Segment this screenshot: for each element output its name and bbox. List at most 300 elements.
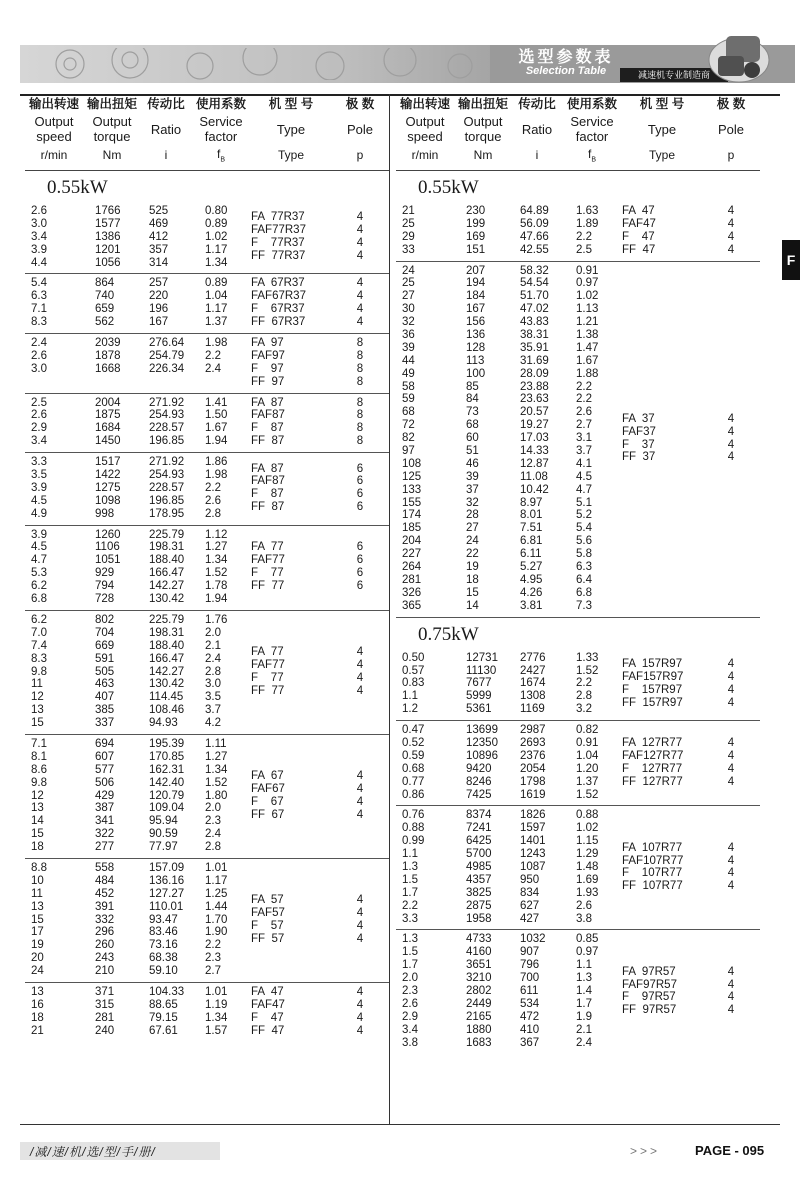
table-row xyxy=(25,862,251,875)
pole-count: 8 xyxy=(356,422,364,435)
output-torque: 659 xyxy=(95,303,115,316)
output-torque: 7677 xyxy=(466,677,492,690)
ratio: 367 xyxy=(520,1036,540,1049)
output-speed: 14 xyxy=(31,815,44,828)
pole-count: 4 xyxy=(356,1011,364,1024)
pole-count: 4 xyxy=(727,965,735,978)
table-row xyxy=(396,548,622,561)
type-list xyxy=(251,614,331,730)
pole-count: 4 xyxy=(356,211,364,224)
ratio: 73.16 xyxy=(149,939,178,952)
pole-count: 8 xyxy=(356,375,364,388)
model-type: F 57 xyxy=(251,919,284,932)
table-row xyxy=(396,789,622,802)
service-factor: 1.69 xyxy=(576,873,599,886)
pole-count: 6 xyxy=(356,554,364,567)
service-factor: 2.0 xyxy=(205,626,221,639)
ratio: 83.46 xyxy=(149,926,178,939)
ratio: 2427 xyxy=(520,664,546,677)
pole-count: 4 xyxy=(356,316,364,329)
output-torque: 8374 xyxy=(466,809,492,822)
service-factor: 1.52 xyxy=(576,788,599,801)
ratio: 196.85 xyxy=(149,494,185,507)
ratio: 412 xyxy=(149,230,169,243)
table-row xyxy=(25,244,251,257)
spec-group-rows xyxy=(25,205,251,269)
ratio: 1169 xyxy=(520,703,545,716)
spec-group xyxy=(396,806,760,930)
ratio: 127.27 xyxy=(149,887,185,900)
output-speed: 3.4 xyxy=(402,1023,418,1036)
output-torque: 2004 xyxy=(95,396,121,409)
table-row xyxy=(396,509,622,522)
ratio: 43.83 xyxy=(520,316,549,329)
service-factor: 1.21 xyxy=(576,316,599,329)
ratio: 1674 xyxy=(520,677,546,690)
output-speed: 1.1 xyxy=(402,690,418,703)
table-row xyxy=(396,587,622,600)
ratio: 110.01 xyxy=(149,900,184,913)
table-row xyxy=(396,959,622,972)
output-torque: 100 xyxy=(466,367,486,380)
output-speed: 59 xyxy=(402,393,415,406)
output-speed: 0.99 xyxy=(402,835,425,848)
ratio: 90.59 xyxy=(149,828,178,841)
gear-decoration-icon xyxy=(30,48,490,80)
output-torque: 5700 xyxy=(466,848,492,861)
table-row xyxy=(25,482,251,495)
ratio: 104.33 xyxy=(149,985,185,998)
pole-count: 6 xyxy=(356,567,364,580)
pole-count: 6 xyxy=(356,501,364,514)
output-speed: 2.6 xyxy=(31,205,47,217)
service-factor: 1.02 xyxy=(205,230,228,243)
pole-count: 4 xyxy=(356,277,364,290)
output-speed: 13 xyxy=(31,704,44,717)
output-torque: 1684 xyxy=(95,422,121,435)
ratio: 130.42 xyxy=(149,593,185,606)
ratio: 195.39 xyxy=(149,737,185,750)
output-torque: 1386 xyxy=(95,230,121,243)
service-factor: 1.1 xyxy=(576,959,592,972)
ratio: 130.42 xyxy=(149,678,185,691)
service-factor: 2.4 xyxy=(205,828,221,841)
type-list xyxy=(251,986,331,1038)
section-tab: F xyxy=(782,240,800,280)
spec-group-rows xyxy=(25,337,251,389)
output-torque: 14 xyxy=(466,599,479,612)
output-torque: 281 xyxy=(95,1011,115,1024)
service-factor: 1.44 xyxy=(205,900,228,913)
output-torque: 3210 xyxy=(466,972,492,985)
column-header-en-line: factor xyxy=(204,129,238,144)
table-row xyxy=(25,435,251,448)
output-torque: 240 xyxy=(95,1024,115,1037)
ratio: 4.26 xyxy=(520,586,543,599)
pole-count: 4 xyxy=(727,451,735,464)
ratio: 1087 xyxy=(520,860,546,873)
ratio: 108.46 xyxy=(149,704,185,717)
table-row xyxy=(25,764,251,777)
column-header-cn: 输出转速 xyxy=(28,97,79,111)
column-header-en xyxy=(331,122,389,137)
table-row xyxy=(396,393,622,406)
pole-count: 8 xyxy=(356,435,364,448)
column-header-en-line: Ratio xyxy=(150,121,182,137)
table-row xyxy=(396,835,622,848)
spec-group-rows xyxy=(396,205,622,257)
model-type: F 77R37 xyxy=(251,237,305,250)
ratio: 188.40 xyxy=(149,554,185,567)
output-torque: 6425 xyxy=(466,835,492,848)
output-torque: 1668 xyxy=(95,362,121,375)
service-factor: 2.6 xyxy=(576,899,592,912)
output-torque: 506 xyxy=(95,776,115,789)
service-factor: 2.2 xyxy=(576,677,592,690)
model-type: F 87 xyxy=(251,422,284,435)
model-type: FA 157R97 xyxy=(622,658,683,671)
ratio: 834 xyxy=(520,886,540,899)
service-factor: 1.98 xyxy=(205,469,228,482)
model-type: FAF57 xyxy=(251,907,285,920)
table-row xyxy=(396,406,622,419)
table-row xyxy=(25,529,251,542)
model-type: FF 77R37 xyxy=(251,250,306,263)
output-speed: 72 xyxy=(402,419,415,432)
service-factor: 5.4 xyxy=(576,522,592,535)
service-factor: 0.88 xyxy=(576,809,599,822)
model-type: FF 127R77 xyxy=(622,775,683,788)
output-torque: 9420 xyxy=(466,762,492,775)
model-type: F 67 xyxy=(251,795,284,808)
column-header-en-line: Output xyxy=(405,114,445,129)
output-torque: 22 xyxy=(466,548,479,561)
service-factor: 1.78 xyxy=(205,580,228,593)
service-factor: 2.4 xyxy=(576,1036,592,1049)
output-speed: 174 xyxy=(402,509,422,522)
ratio: 254.79 xyxy=(149,349,185,362)
model-type: FAF97R57 xyxy=(622,978,677,991)
output-speed: 2.6 xyxy=(31,409,47,422)
ratio: 31.69 xyxy=(520,354,549,367)
column-header-en xyxy=(454,114,512,144)
output-torque: 260 xyxy=(95,939,115,952)
spec-group xyxy=(396,721,760,806)
output-speed: 8.1 xyxy=(31,750,47,763)
service-factor: 4.5 xyxy=(576,470,592,483)
service-factor: 1.34 xyxy=(205,256,228,269)
model-type: F 107R77 xyxy=(622,867,683,880)
service-factor: 1.94 xyxy=(205,435,228,448)
ratio: 2054 xyxy=(520,762,546,775)
service-factor: 1.37 xyxy=(205,316,228,329)
output-torque: 1106 xyxy=(95,541,120,554)
pole-list xyxy=(331,986,389,1038)
column-header-cn: 传动比 xyxy=(518,97,556,111)
table-row xyxy=(396,381,622,394)
column-unit: r/min xyxy=(411,148,439,162)
spec-group-rows xyxy=(25,529,251,606)
column-unit: i xyxy=(164,148,168,162)
service-factor: 2.3 xyxy=(205,815,221,828)
output-speed: 2.5 xyxy=(31,396,47,409)
service-factor: 1.37 xyxy=(576,775,599,788)
pole-count: 8 xyxy=(356,337,364,350)
service-factor: 1.34 xyxy=(205,554,228,567)
model-type: FA 67R37 xyxy=(251,277,305,290)
table-row xyxy=(25,914,251,927)
output-speed: 13 xyxy=(31,900,44,913)
service-factor: 1.04 xyxy=(205,290,228,303)
table-row xyxy=(25,640,251,653)
output-torque: 385 xyxy=(95,704,115,717)
column-header-en-line: Output xyxy=(34,114,74,129)
output-speed: 10 xyxy=(31,874,44,887)
table-row xyxy=(396,900,622,913)
output-torque: 4985 xyxy=(466,860,492,873)
service-factor: 2.7 xyxy=(576,419,592,432)
pole-count: 4 xyxy=(727,425,735,438)
service-factor: 1.3 xyxy=(576,972,592,985)
column-unit: Nm xyxy=(473,148,493,162)
ratio: 67.61 xyxy=(149,1024,178,1037)
table-row xyxy=(25,751,251,764)
service-factor: 2.4 xyxy=(205,652,221,665)
table-row xyxy=(25,554,251,567)
column-header-en xyxy=(622,122,702,137)
ratio: 2987 xyxy=(520,724,546,737)
column-header-en-line: Pole xyxy=(346,121,374,137)
service-factor: 2.5 xyxy=(576,243,592,256)
column-divider xyxy=(389,94,390,1124)
column-unit: p xyxy=(727,148,735,162)
spec-group xyxy=(25,202,389,274)
spec-group xyxy=(25,735,389,859)
output-speed: 3.9 xyxy=(31,243,47,256)
column-header-en xyxy=(25,114,83,144)
model-type: FF 37 xyxy=(622,451,656,464)
output-torque: 2039 xyxy=(95,337,121,350)
output-speed: 8.3 xyxy=(31,652,47,665)
ratio: 226.34 xyxy=(149,362,185,375)
pole-list xyxy=(331,337,389,389)
spec-group xyxy=(396,649,760,721)
model-type: FAF157R97 xyxy=(622,670,684,683)
service-factor: 2.1 xyxy=(205,639,221,652)
output-torque: 371 xyxy=(95,985,115,998)
header-row-chinese xyxy=(396,94,760,112)
table-row xyxy=(25,337,251,350)
service-factor: 1.01 xyxy=(205,861,228,874)
gear-motor-icon xyxy=(704,30,774,84)
table-row xyxy=(396,277,622,290)
model-type: FA 67 xyxy=(251,770,284,783)
output-speed: 20 xyxy=(31,952,44,965)
output-torque: 194 xyxy=(466,277,486,290)
spec-group xyxy=(25,453,389,525)
output-torque: 24 xyxy=(466,535,479,548)
model-type: F 37 xyxy=(622,438,655,451)
output-torque: 322 xyxy=(95,828,115,841)
table-row xyxy=(396,665,622,678)
ratio: 525 xyxy=(149,205,169,217)
service-factor: 1.11 xyxy=(205,737,227,750)
column-header-cn: 使用系数 xyxy=(195,97,246,111)
output-speed: 4.5 xyxy=(31,494,47,507)
output-speed: 1.7 xyxy=(402,886,418,899)
pole-list xyxy=(331,397,389,449)
output-torque: 387 xyxy=(95,802,115,815)
column-header-cn: 输出转速 xyxy=(399,97,450,111)
column-header-en-line: Service xyxy=(570,114,614,129)
output-speed: 264 xyxy=(402,561,422,574)
table-row xyxy=(396,432,622,445)
output-torque: 15 xyxy=(466,586,479,599)
pole-count: 4 xyxy=(727,880,735,893)
table-row xyxy=(396,690,622,703)
service-factor: 1.38 xyxy=(576,329,599,342)
pole-count: 4 xyxy=(356,659,364,672)
table-row xyxy=(25,257,251,270)
output-torque: 1051 xyxy=(95,554,121,567)
ratio: 93.47 xyxy=(149,913,178,926)
output-torque: 8246 xyxy=(466,775,492,788)
ratio: 7.51 xyxy=(520,522,543,535)
output-torque: 484 xyxy=(95,874,115,887)
output-torque: 505 xyxy=(95,665,115,678)
column-unit-service-factor xyxy=(191,147,251,163)
ratio: 1798 xyxy=(520,775,546,788)
pole-count: 4 xyxy=(727,217,735,230)
type-list xyxy=(251,456,331,520)
pole-count: 4 xyxy=(727,1004,735,1017)
column-header-en-line: speed xyxy=(36,129,72,144)
model-type: FF 87 xyxy=(251,435,285,448)
service-factor: 0.82 xyxy=(576,724,599,737)
output-torque: 558 xyxy=(95,861,115,874)
output-torque: 199 xyxy=(466,217,486,230)
output-speed: 1.5 xyxy=(402,873,418,886)
table-row xyxy=(25,397,251,410)
output-torque: 28 xyxy=(466,509,479,522)
table-row xyxy=(396,946,622,959)
column-header-en-line: factor xyxy=(575,129,609,144)
model-type: F 77 xyxy=(251,567,284,580)
power-rating: 0.75kW xyxy=(418,623,479,645)
service-factor: 1.17 xyxy=(205,874,228,887)
model-type: FF 47 xyxy=(622,243,656,256)
output-speed: 13 xyxy=(31,985,44,998)
header-row-english xyxy=(396,112,760,146)
service-factor: 0.89 xyxy=(205,277,228,290)
table-row xyxy=(396,355,622,368)
output-torque: 591 xyxy=(95,652,115,665)
pole-list xyxy=(702,933,760,1049)
output-speed: 0.86 xyxy=(402,788,425,801)
page-number: PAGE - 095 xyxy=(695,1143,765,1158)
ratio: 51.70 xyxy=(520,290,549,303)
model-type: FA 57 xyxy=(251,894,284,907)
service-factor: 4.1 xyxy=(576,457,592,470)
pole-count: 4 xyxy=(727,736,735,749)
output-torque: 1766 xyxy=(95,205,121,217)
ratio: 196.85 xyxy=(149,435,185,448)
output-speed: 0.76 xyxy=(402,809,425,822)
output-speed: 12 xyxy=(31,691,44,704)
output-speed: 7.1 xyxy=(31,737,47,750)
ratio: 472 xyxy=(520,1010,540,1023)
output-speed: 3.0 xyxy=(31,217,47,230)
ratio: 2693 xyxy=(520,736,546,749)
output-torque: 277 xyxy=(95,841,115,854)
table-row xyxy=(25,205,251,218)
output-torque: 669 xyxy=(95,639,115,652)
header-row-units xyxy=(396,146,760,164)
output-torque: 1875 xyxy=(95,409,121,422)
output-speed: 13 xyxy=(31,802,44,815)
spec-group xyxy=(25,394,389,454)
output-speed: 0.47 xyxy=(402,724,425,737)
ratio: 19.27 xyxy=(520,419,549,432)
output-torque: 802 xyxy=(95,613,115,626)
table-row xyxy=(396,822,622,835)
pole-count: 4 xyxy=(356,224,364,237)
pole-list xyxy=(331,862,389,978)
output-speed: 4.9 xyxy=(31,507,47,520)
service-factor: 1.4 xyxy=(576,984,592,997)
service-factor: 1.86 xyxy=(205,456,228,469)
column-header-en-line: Output xyxy=(463,114,503,129)
output-torque: 7425 xyxy=(466,788,492,801)
output-speed: 21 xyxy=(402,205,415,217)
column-header-en xyxy=(512,122,562,137)
pole-count: 4 xyxy=(356,783,364,796)
pole-list xyxy=(702,652,760,716)
spec-group-rows xyxy=(25,456,251,520)
table-row xyxy=(25,678,251,691)
table-row xyxy=(25,952,251,965)
output-speed: 155 xyxy=(402,496,422,509)
service-factor: 3.2 xyxy=(576,703,592,716)
spec-group-rows xyxy=(396,933,622,1049)
model-type: FAF67 xyxy=(251,783,285,796)
service-factor: 2.2 xyxy=(576,230,592,243)
service-factor: 0.97 xyxy=(576,277,599,290)
output-torque: 2449 xyxy=(466,997,492,1010)
output-torque: 1201 xyxy=(95,243,121,256)
pole-count: 4 xyxy=(356,998,364,1011)
table-row xyxy=(396,497,622,510)
header-row-chinese xyxy=(25,94,389,112)
output-torque: 27 xyxy=(466,522,479,535)
table-row xyxy=(25,277,251,290)
ratio: 11.08 xyxy=(520,470,548,483)
output-speed: 44 xyxy=(402,354,415,367)
pole-count: 4 xyxy=(727,978,735,991)
table-row xyxy=(396,218,622,231)
output-speed: 2.9 xyxy=(402,1010,418,1023)
pole-count: 8 xyxy=(356,349,364,362)
ratio: 10.42 xyxy=(520,483,549,496)
output-speed: 1.7 xyxy=(402,959,418,972)
table-row xyxy=(25,777,251,790)
ratio: 427 xyxy=(520,912,540,925)
model-type: FF 97R57 xyxy=(622,1004,677,1017)
ratio: 228.57 xyxy=(149,481,185,494)
output-speed: 2.6 xyxy=(402,997,418,1010)
ratio: 1401 xyxy=(520,835,546,848)
column-header-en-line: torque xyxy=(93,129,131,144)
